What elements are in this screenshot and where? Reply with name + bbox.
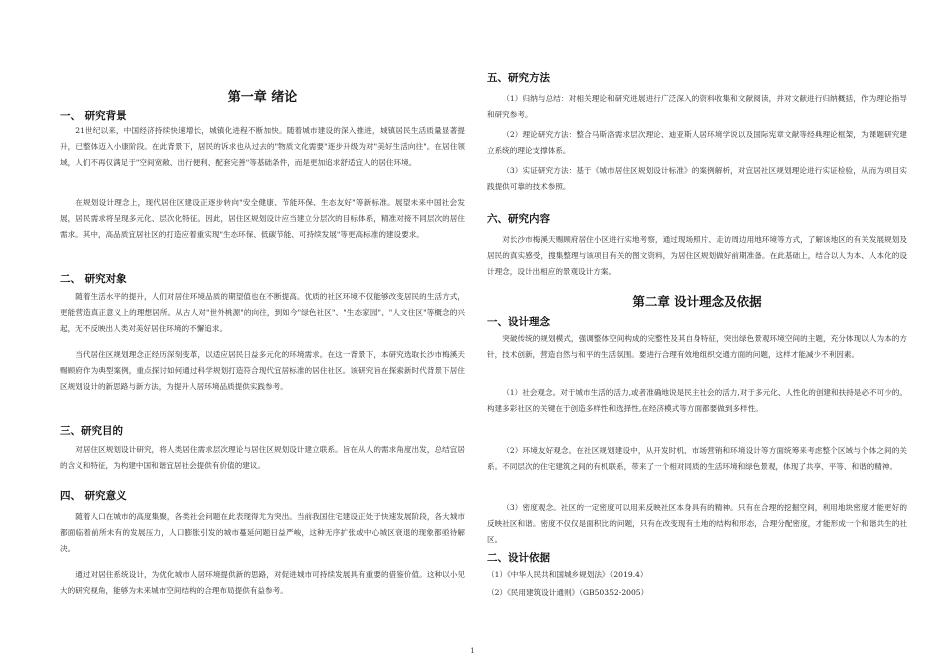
paragraph: 21世纪以来，中国经济持续快速增长，城镇化进程不断加快。随着城市建设的深入推进，城镇居民生活质量显著提升，已整体迈入小康阶段。在此背景下，居民的诉求也从过去的"物质文化需要"逐步升级为对"美好生活向往"。在居住领域，人们不再仅满足于"空间宽敞、出行便利、配套完善"等基础条件，而是更加追求舒适宜人的居住环境。 xyxy=(60,126,465,167)
paragraph: 对居住区规划设计研究，将人类居住需求层次理论与居住区规划设计建立联系。旨在从人的需求角度出发，总结宜居的含义和特征，为构建中国和谐宜居社会提供有价值的建议。 xyxy=(60,445,465,470)
reference-item: （2）《民用建筑设计通则》（GB50352-2005） xyxy=(487,588,649,597)
paragraph: （3）密度观念。社区的一定密度可以用来反映社区本身具有的精神。只有在合理的挖掘空间，利用地块密度才能更好的反映社区和谐。密度不仅仅是面积比的问题，只有在改变现有土地的结构和形态，合理分配密度，才能形成一个和谐共生的社区。 xyxy=(487,503,907,544)
page-number: 1 xyxy=(470,646,475,655)
section-heading: 三、研究目的 xyxy=(60,425,123,437)
paragraph: （2）环境友好观念。在社区规划建设中，从开发时机、市场营销和环境设计等方面统筹来考虑整个区域与个体之间的关系。不同层次的住宅建筑之间的有机联系，带来了一个相对同质的生活环境和绿色景观，体现了共享、平等、和谐的精神。 xyxy=(487,446,907,471)
reference-item: （1）《中华人民共和国城乡规划法》（2019.4） xyxy=(487,570,648,579)
paragraph: （2）理论研究方法：整合马斯洛需求层次理论、迪亚斯人居环境学说以及国际宪章文献等经典理论框架，为课题研究建立系统的理论支撑体系。 xyxy=(487,130,907,155)
paragraph: 随着生活水平的提升，人们对居住环境品质的期望值也在不断提高。优质的社区环境不仅能够改变居民的生活方式，更能营造真正意义上的理想居所。从古人对"世外桃源"的向往，到如今"绿色社区"、"生态家园"、"人文住区"等概念的兴起，无不反映出人类对美好居住环境的不懈追求。 xyxy=(60,292,465,333)
paragraph: （1）归纳与总结：对相关理论和研究进展进行广泛深入的资料收集和文献阅读，并对文献进行归纳概括，作为理论指导和研究参考。 xyxy=(487,94,907,119)
paragraph: 通过对居住系统设计，为优化城市人居环境提供新的思路，对促进城市可持续发展具有重要的借鉴价值。这种以小见大的研究视角，能够为未来城市空间结构的合理布局提供有益参考。 xyxy=(60,570,465,595)
section-heading: 一、设计理念 xyxy=(487,316,550,328)
section-heading: 二、 研究对象 xyxy=(60,273,127,285)
paragraph: （1）社会观念。对于城市生活的活力,或者准确地说是民主社会的活力,对于多元化、人性化的创建和扶持是必不可少的。构建多彩社区的关键在于创造多样性和选择性,在经济模式等方面都要做到多样性。 xyxy=(487,388,907,413)
paragraph: 随着人口在城市的高度集聚，各类社会问题在此表现得尤为突出。当前我国住宅建设正处于快速发展阶段，各大城市都面临着前所未有的发展压力，人口膨胀引发的城市蔓延问题日益严峻，这种无序扩张或中心城区衰退的现象都亟待解决。 xyxy=(60,512,465,553)
paragraph: 突破传统的规划模式，强调整体空间构成的完整性及其自身特征，突出绿色景观环境空间的主题，充分体现以人为本的方针，技术创新，营造自然与和平的生活氛围。要进行合理有效地组织交通方面的问题，这样才能减少不利因素。 xyxy=(487,334,907,359)
chapter-2-title: 第二章 设计理念及依据 xyxy=(632,294,762,309)
paragraph: （3）实证研究方法：基于《城市居住区规划设计标准》的案例解析，对宜居社区规划理论进行实证检验，从而为项目实践提供可靠的技术参照。 xyxy=(487,166,907,191)
section-heading: 一、 研究背景 xyxy=(60,110,127,122)
paragraph: 对长沙市梅溪天赐顾府居住小区进行实地考察，通过现场照片、走访周边用地环境等方式，了解该地区的有关发展规划及居民的真实感受，搜集整理与该项目有关的图文资料，为居住区规划做好前期准备。在此基础上，结合以人为本、人本化的设计理念，设计出相应的景观设计方案。 xyxy=(487,235,907,276)
section-heading: 二、设计依据 xyxy=(487,552,550,564)
paragraph: 在规划设计理念上，现代居住区建设正逐步转向"安全健康、节能环保、生态友好"等新标准。展望未来中国社会发展，居民需求将呈现多元化、层次化特征。因此，居住区规划设计应当建立分层次的目标体系，精准对接不同层次的居住需求。其中，高品质宜居社区的打造应着重实现"生态环保、低碳节能、可持续发展"等更高标准的建设要求。 xyxy=(60,198,465,239)
section-heading: 四、 研究意义 xyxy=(60,490,127,502)
section-heading: 六、研究内容 xyxy=(487,213,550,225)
paragraph: 当代居住区规划理念正经历深刻变革，以适应居民日益多元化的环境需求。在这一背景下，本研究选取长沙市梅溪天赐顾府作为典型案例，重点探讨如何通过科学规划打造符合现代宜居标准的居住社区。该研究旨在探索新时代背景下居住区规划设计的新思路与新方法，为提升人居环境品质提供实践参考。 xyxy=(60,350,465,391)
section-heading: 五、研究方法 xyxy=(487,72,550,84)
chapter-1-title: 第一章 绪论 xyxy=(227,90,298,105)
